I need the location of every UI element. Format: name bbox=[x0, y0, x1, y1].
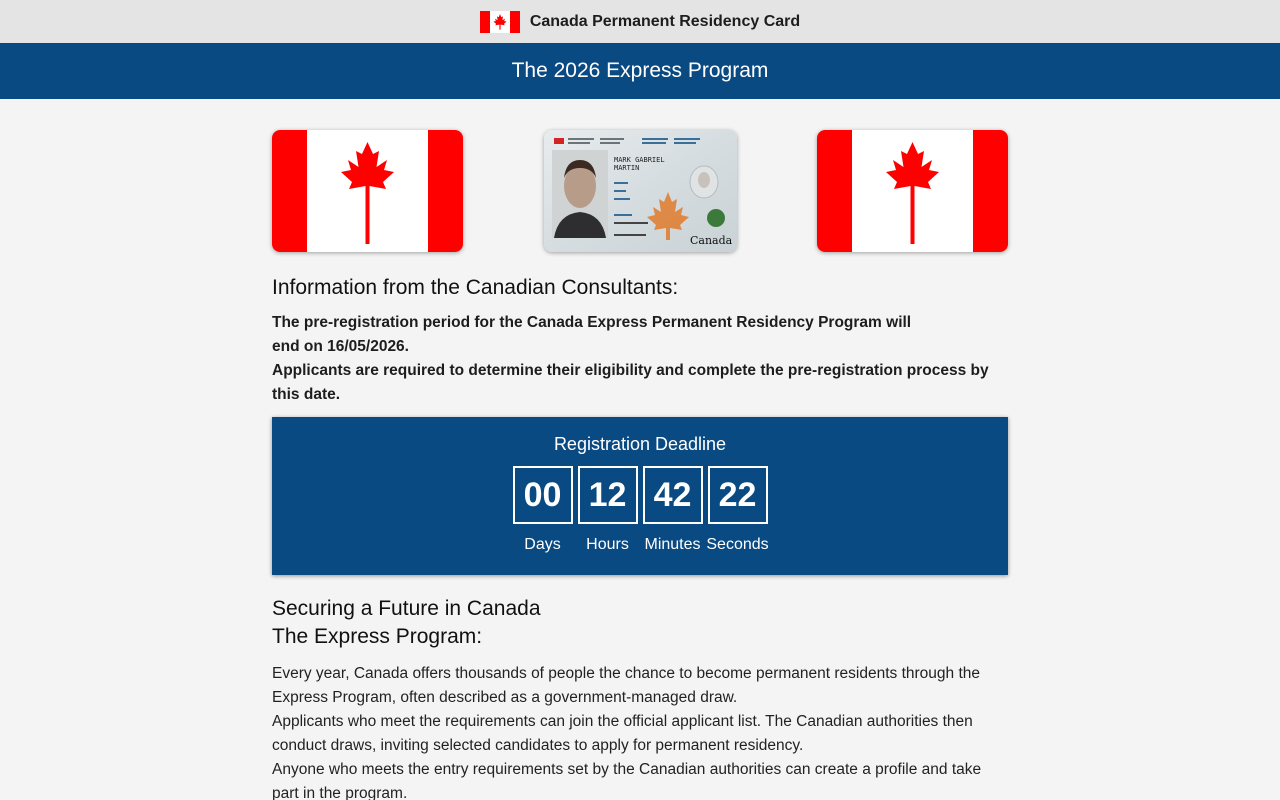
card-name-line1: MARK GABRIEL bbox=[613, 156, 665, 164]
future-heading bbox=[272, 595, 1008, 651]
countdown-minutes bbox=[643, 466, 703, 554]
future-heading-line2: The Express Program: bbox=[272, 625, 483, 648]
countdown-hours bbox=[578, 466, 638, 554]
permanent-resident-card-image bbox=[544, 130, 737, 252]
countdown-boxes bbox=[272, 466, 1008, 554]
info-heading: Information from the Canadian Consultants: bbox=[272, 276, 679, 299]
canada-flag-icon bbox=[480, 11, 520, 33]
countdown-seconds bbox=[708, 466, 768, 554]
canada-flag-image-left bbox=[272, 130, 463, 252]
future-paragraph: Every year, Canada offers thousands of people the chance to become permanent residents through the Express Program, often described as a government-managed draw. bbox=[272, 665, 981, 706]
top-header bbox=[0, 0, 1280, 43]
future-heading-line1: Securing a Future in Canada bbox=[272, 597, 541, 620]
countdown-minutes-value: 42 bbox=[643, 466, 703, 524]
canada-flag-image-right bbox=[817, 130, 1008, 252]
site-title: Canada Permanent Residency Card bbox=[529, 12, 801, 30]
countdown-hours-label: Hours bbox=[586, 536, 629, 553]
countdown-days bbox=[513, 466, 573, 554]
image-row bbox=[272, 130, 1008, 252]
countdown-days-label: Days bbox=[524, 536, 561, 553]
future-paragraph: Applicants who meet the requirements can join the official applicant list. The Canadian authorities then conduct draws, inviting selected candidates to apply for permanent residency. bbox=[272, 713, 973, 754]
future-paragraph: Anyone who meets the entry requirements set by the Canadian authorities can create a profile and take part in the program. bbox=[272, 761, 982, 800]
future-text bbox=[272, 662, 1008, 800]
countdown-title: Registration Deadline bbox=[553, 434, 727, 454]
info-paragraph-eligibility: Applicants are required to determine their eligibility and complete the pre-registration process by this date. bbox=[272, 362, 989, 403]
countdown-minutes-label: Minutes bbox=[644, 536, 701, 553]
registration-countdown bbox=[272, 417, 1008, 575]
info-text bbox=[272, 311, 1008, 407]
banner-title: The 2026 Express Program bbox=[511, 59, 769, 82]
countdown-seconds-label: Seconds bbox=[706, 536, 769, 553]
card-name-line2: MARTIN bbox=[613, 164, 639, 172]
main-content bbox=[272, 99, 1008, 800]
countdown-seconds-value: 22 bbox=[708, 466, 768, 524]
program-banner bbox=[0, 43, 1280, 99]
info-paragraph-deadline: The pre-registration period for the Canada Express Permanent Residency Program will end on 16/05/2026. bbox=[272, 314, 912, 355]
countdown-days-value: 00 bbox=[513, 466, 573, 524]
card-brand-text: Canada bbox=[689, 234, 732, 247]
countdown-hours-value: 12 bbox=[578, 466, 638, 524]
